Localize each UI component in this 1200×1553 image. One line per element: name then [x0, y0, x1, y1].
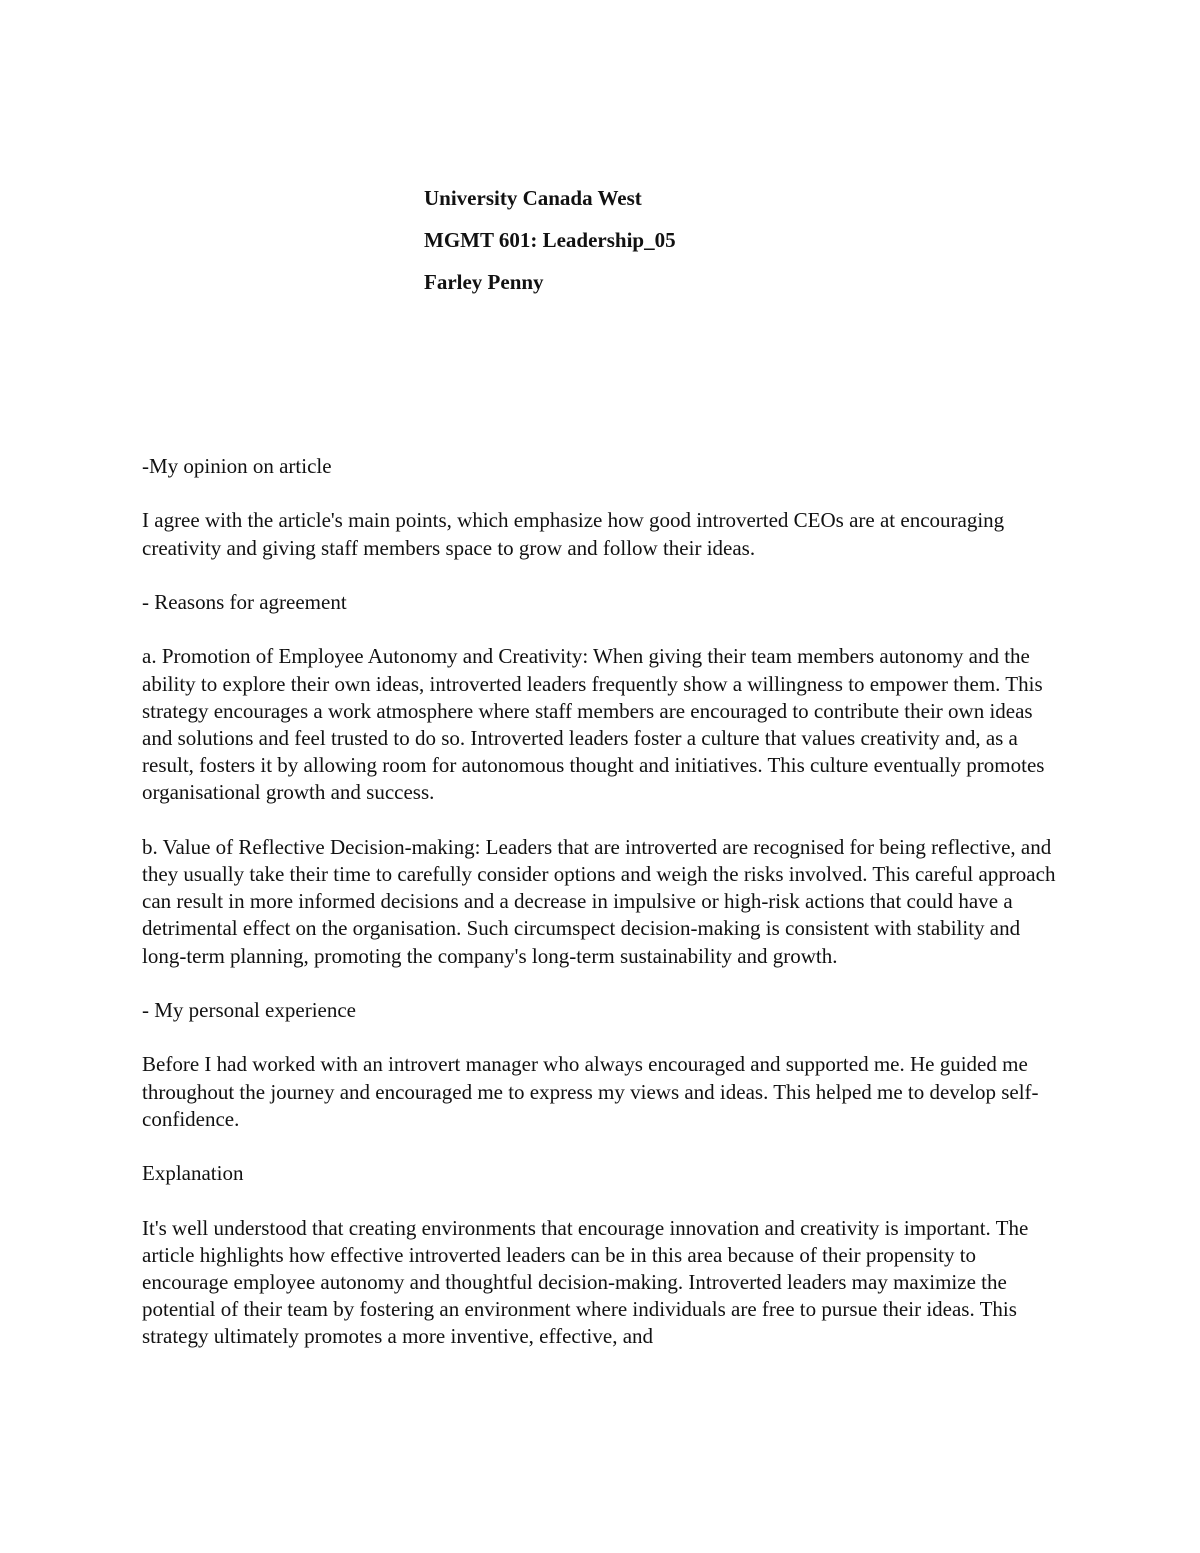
reasons-heading: - Reasons for agreement: [142, 589, 347, 614]
institution-name: University Canada West: [424, 186, 642, 210]
author-name: Farley Penny: [424, 270, 544, 294]
reason-a-paragraph: a. Promotion of Employee Autonomy and Creativity: When giving their team members autonomy and the ability to explore their own ideas, introverted leaders frequently show a willingness to empower them. This strategy encourages a work atmosphere where staff members are encouraged to contribute their own ideas and solutions and feel trusted to do so. Introverted leaders foster a culture that values creativity and, as a result, fosters it by allowing room for autonomous thought and initiatives. This culture eventually promotes organisational growth and success.: [142, 644, 1045, 805]
reason-b-paragraph: b. Value of Reflective Decision-making: Leaders that are introverted are recognised for being reflective, and they usually take their time to carefully consider options and weigh the risks involved. This careful approach can result in more informed decisions and a decrease in impulsive or high-risk actions that could have a detrimental effect on the organisation. Such circumspect decision-making is consistent with stability and long-term planning, promoting the company's long-term sustainability and growth.: [142, 834, 1056, 968]
experience-heading: - My personal experience: [142, 997, 356, 1022]
title-block: [424, 184, 1024, 310]
opinion-paragraph: I agree with the article's main points, which emphasize how good introverted CEOs are at encouraging creativity and giving staff members space to grow and follow their ideas.: [142, 508, 1005, 560]
course-title: MGMT 601: Leadership_05: [424, 228, 676, 252]
explanation-heading: Explanation: [142, 1161, 244, 1186]
opinion-heading: -My opinion on article: [142, 454, 332, 478]
explanation-paragraph: It's well understood that creating environments that encourage innovation and creativity is important. The article highlights how effective introverted leaders can be in this area because of their propensity to encourage employee autonomy and thoughtful decision-making. Introverted leaders may maximize the potential of their team by fostering an environment where individuals are free to pursue their ideas. This strategy ultimately promotes a more inventive, effective, and: [142, 1215, 1029, 1349]
document-body: [142, 453, 1067, 1378]
experience-paragraph: Before I had worked with an introvert manager who always encouraged and supported me. He guided me throughout the journey and encouraged me to express my views and ideas. This helped me to develop self-confidence.: [142, 1052, 1039, 1131]
